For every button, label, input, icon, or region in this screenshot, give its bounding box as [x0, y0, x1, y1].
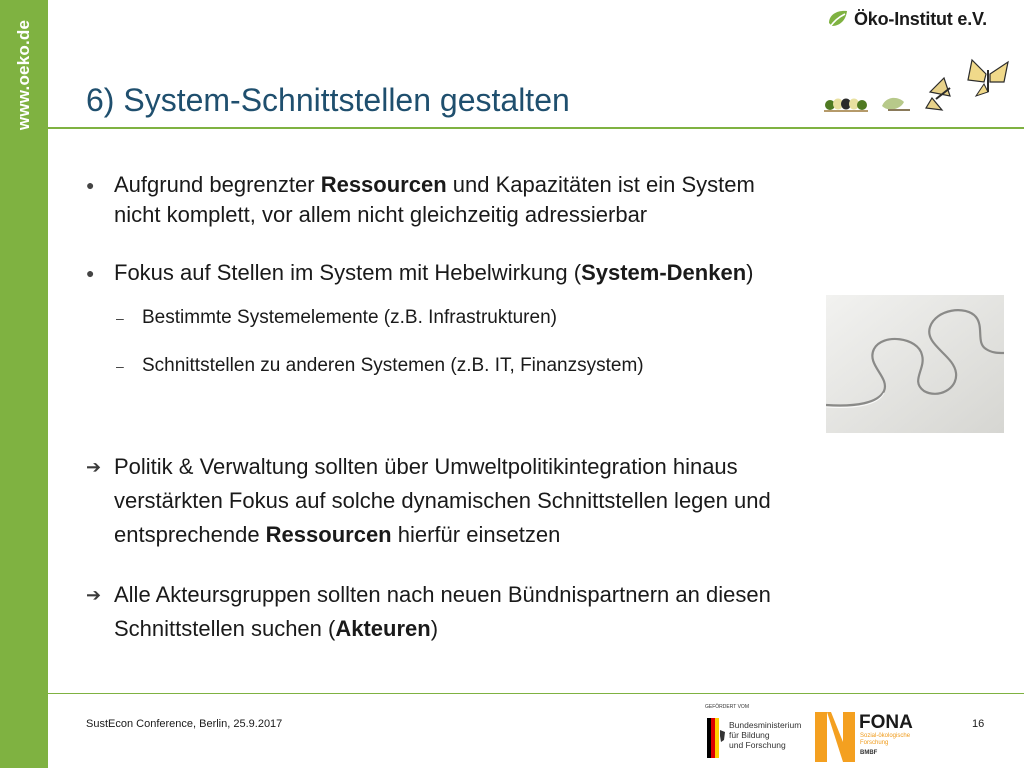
bullet-text-line: [142, 304, 557, 332]
plain-text: Politik & Verwaltung sollten über Umweltpolitikintegration hinaus: [114, 454, 738, 479]
plain-text: Schnittstellen zu anderen Systemen (z.B. IT, Finanzsystem): [142, 355, 644, 376]
plain-text: Aufgrund begrenzter: [114, 172, 321, 197]
fona-bmbf: BMBF: [860, 750, 878, 756]
bullet-text: [114, 170, 755, 230]
footer-conference: SustEcon Conference, Berlin, 25.9.2017: [86, 718, 283, 730]
bullet-dash-icon: –: [116, 358, 124, 374]
emphasis-text: Ressourcen: [265, 522, 392, 547]
emphasis-text: Ressourcen: [320, 172, 447, 197]
butterfly-emerging-icon: [926, 78, 950, 110]
plain-text: ): [430, 616, 439, 641]
bullet-dash-icon: –: [116, 310, 124, 326]
oeko-institut-logo: [826, 6, 987, 32]
bullet-arrow-icon: ➔: [86, 457, 102, 477]
bullet-arrow-icon: ➔: [86, 585, 102, 605]
bullet-dot-icon: ●: [86, 265, 95, 281]
bullet-text-line: [114, 200, 755, 230]
bullet-text-line: [114, 170, 755, 200]
bullet-text-line: [142, 352, 644, 380]
plain-text: ): [746, 260, 754, 285]
bullet-text-line: [114, 450, 771, 484]
funded-by-label: GEFÖRDERT VOM: [705, 704, 749, 710]
plain-text: entsprechende: [114, 522, 266, 547]
bullet-text-line: [114, 484, 771, 518]
bullet-text: [114, 578, 771, 646]
sponsor-logos: [705, 700, 995, 766]
emphasis-text: Akteuren: [335, 616, 431, 641]
title-divider: [48, 127, 1024, 129]
page-number: 16: [972, 718, 985, 730]
bullet-text-line: [114, 578, 771, 612]
bullet-text: [114, 258, 753, 288]
bullet-text-line: [114, 518, 771, 552]
plain-text: nicht komplett, vor allem nicht gleichzeitig adressierbar: [114, 202, 648, 227]
footer-divider: [48, 693, 1024, 694]
caterpillar-icon: [824, 99, 868, 112]
page-title: 6) System-Schnittstellen gestalten: [86, 82, 570, 118]
sidebar-url-text: www.oeko.de: [14, 19, 34, 131]
plain-text: und Kapazitäten ist ein System: [446, 172, 755, 197]
bullet-text: [142, 304, 557, 332]
ministry-name: [729, 720, 801, 750]
federal-eagle-icon: [707, 718, 725, 758]
sidebar-url[interactable]: [0, 0, 48, 150]
fona-sub-line-2: Forschung: [860, 740, 889, 746]
bullet-text-line: [114, 258, 753, 288]
bullet-text-line: [114, 612, 771, 646]
bullet-text: [114, 450, 771, 552]
emphasis-text: System-Denken: [581, 260, 747, 285]
fona-subtitle: [860, 733, 910, 747]
plain-text: verstärkten Fokus auf solche dynamischen Schnittstellen legen und: [114, 488, 771, 513]
ministry-line-1: Bundesministerium: [729, 720, 802, 730]
plain-text: hierfür einsetzen: [391, 522, 561, 547]
butterfly-flying-icon: [968, 60, 1008, 96]
ministry-line-2: für Bildung: [729, 730, 770, 740]
fona-n-logo-icon: [815, 712, 855, 762]
plain-text: Alle Akteursgruppen sollten nach neuen Bündnispartnern an diesen: [114, 582, 771, 607]
plain-text: Schnittstellen suchen (: [114, 616, 336, 641]
plain-text: Fokus auf Stellen im System mit Hebelwirkung (: [114, 260, 582, 285]
fona-sub-line-1: Sozial-ökologische: [860, 733, 911, 739]
plain-text: Bestimmte Systemelemente (z.B. Infrastrukturen): [142, 307, 557, 328]
puzzle-pieces-icon: [826, 295, 1004, 433]
bullet-dot-icon: ●: [86, 177, 95, 193]
leaf-logo-icon: [826, 8, 850, 30]
metamorphosis-illustration-icon: [818, 52, 1018, 122]
ministry-line-3: und Forschung: [729, 740, 786, 750]
fona-title: FONA: [859, 712, 913, 733]
bullet-text: [142, 352, 644, 380]
logo-text: Öko-Institut e.V.: [854, 8, 987, 29]
chrysalis-icon: [882, 98, 910, 110]
